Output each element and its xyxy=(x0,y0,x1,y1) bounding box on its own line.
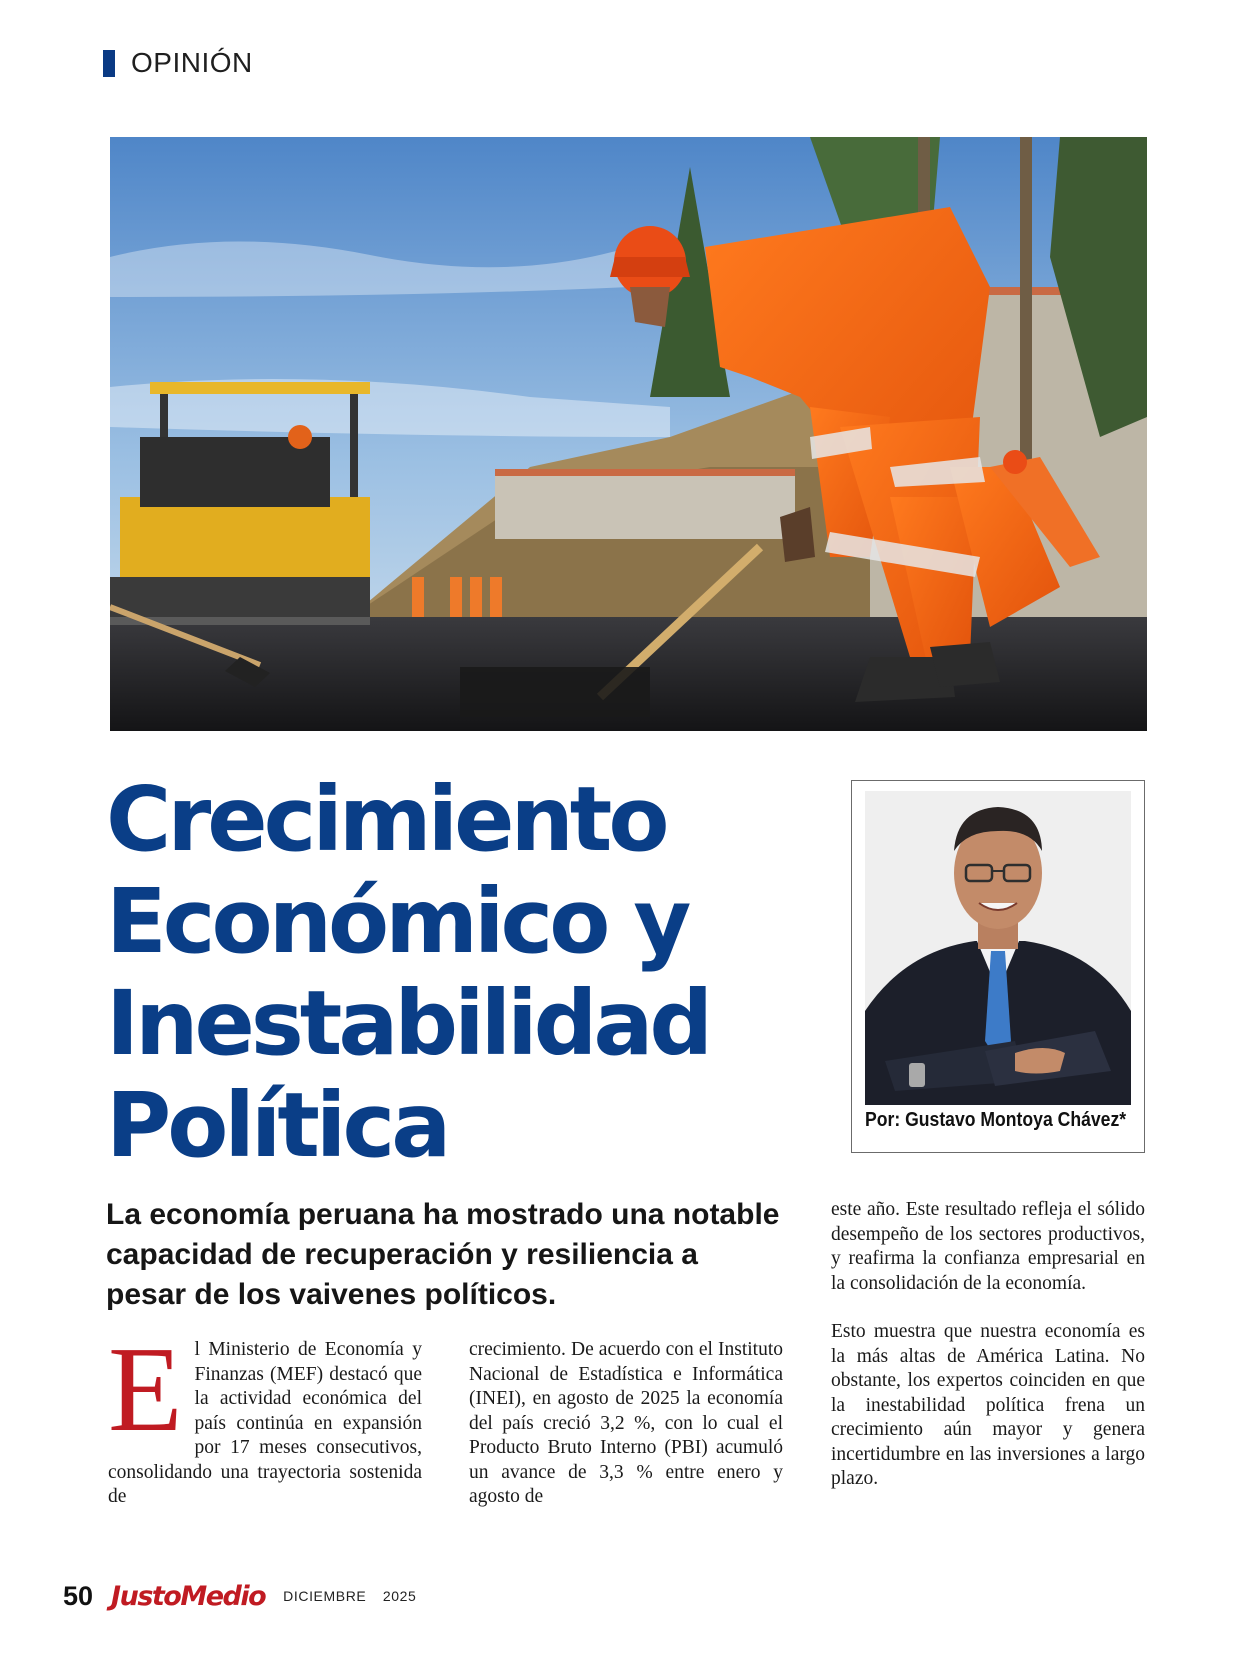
issue-year: 2025 xyxy=(382,1588,417,1604)
column-3-paragraph-2: Esto muestra que nuestra economía es la más altas de América Latina. No obstante, los expertos coinciden en que la inestabilidad política frena un crecimiento aún mayor y genera incertidumbre en las inversiones a largo plazo. xyxy=(831,1321,1145,1489)
section-marker xyxy=(103,50,115,77)
article-lead: La economía peruana ha mostrado una notable capacidad de recuperación y resiliencia a pesar de los vaivenes políticos. xyxy=(106,1198,780,1311)
title-line: Económico y xyxy=(106,869,688,973)
page-number: 50 xyxy=(63,1580,94,1611)
hero-photo xyxy=(110,137,1147,731)
article-column-2 xyxy=(469,1338,783,1510)
author-photo xyxy=(865,791,1131,1105)
page-footer xyxy=(63,1578,428,1614)
section-tag xyxy=(103,48,253,78)
title-line: Política xyxy=(106,1073,448,1177)
author-caption: Por: Gustavo Montoya Chávez* xyxy=(865,1109,1127,1131)
issue-month: DICIEMBRE xyxy=(283,1588,367,1604)
title-line: Inestabilidad xyxy=(106,971,710,1075)
column-1-text: l Ministerio de Economía y Finanzas (MEF) destacó que la actividad económica del país continúa en expansión por 17 meses consecutivos, consolidando una trayectoria sostenida de xyxy=(108,1339,422,1507)
brand-logo xyxy=(111,1581,265,1612)
brand-part-2: Medio xyxy=(180,1580,266,1612)
column-3-paragraph-1: este año. Este resultado refleja el sólido desempeño de los sectores productivos, y reafirma la confianza empresarial en la consolidación de la economía. xyxy=(831,1199,1145,1294)
author-box xyxy=(851,780,1145,1153)
article-column-1 xyxy=(108,1322,422,1510)
brand-part-1: Justo xyxy=(111,1580,181,1612)
article-title xyxy=(106,768,786,1176)
title-line: Crecimiento xyxy=(106,767,666,871)
issue-date xyxy=(283,1588,428,1604)
section-label: OPINIÓN xyxy=(131,47,253,78)
drop-cap: E xyxy=(108,1322,183,1457)
article-column-3 xyxy=(831,1198,1145,1492)
column-2-text: crecimiento. De acuerdo con el Instituto Nacional de Estadística e Informática (INEI), en agosto de 2025 la economía del país creció 3,2 %, con lo cual el Producto Bruto Interno (PBI) acumuló un avance de 3,3 % entre enero y agosto de xyxy=(469,1339,783,1507)
